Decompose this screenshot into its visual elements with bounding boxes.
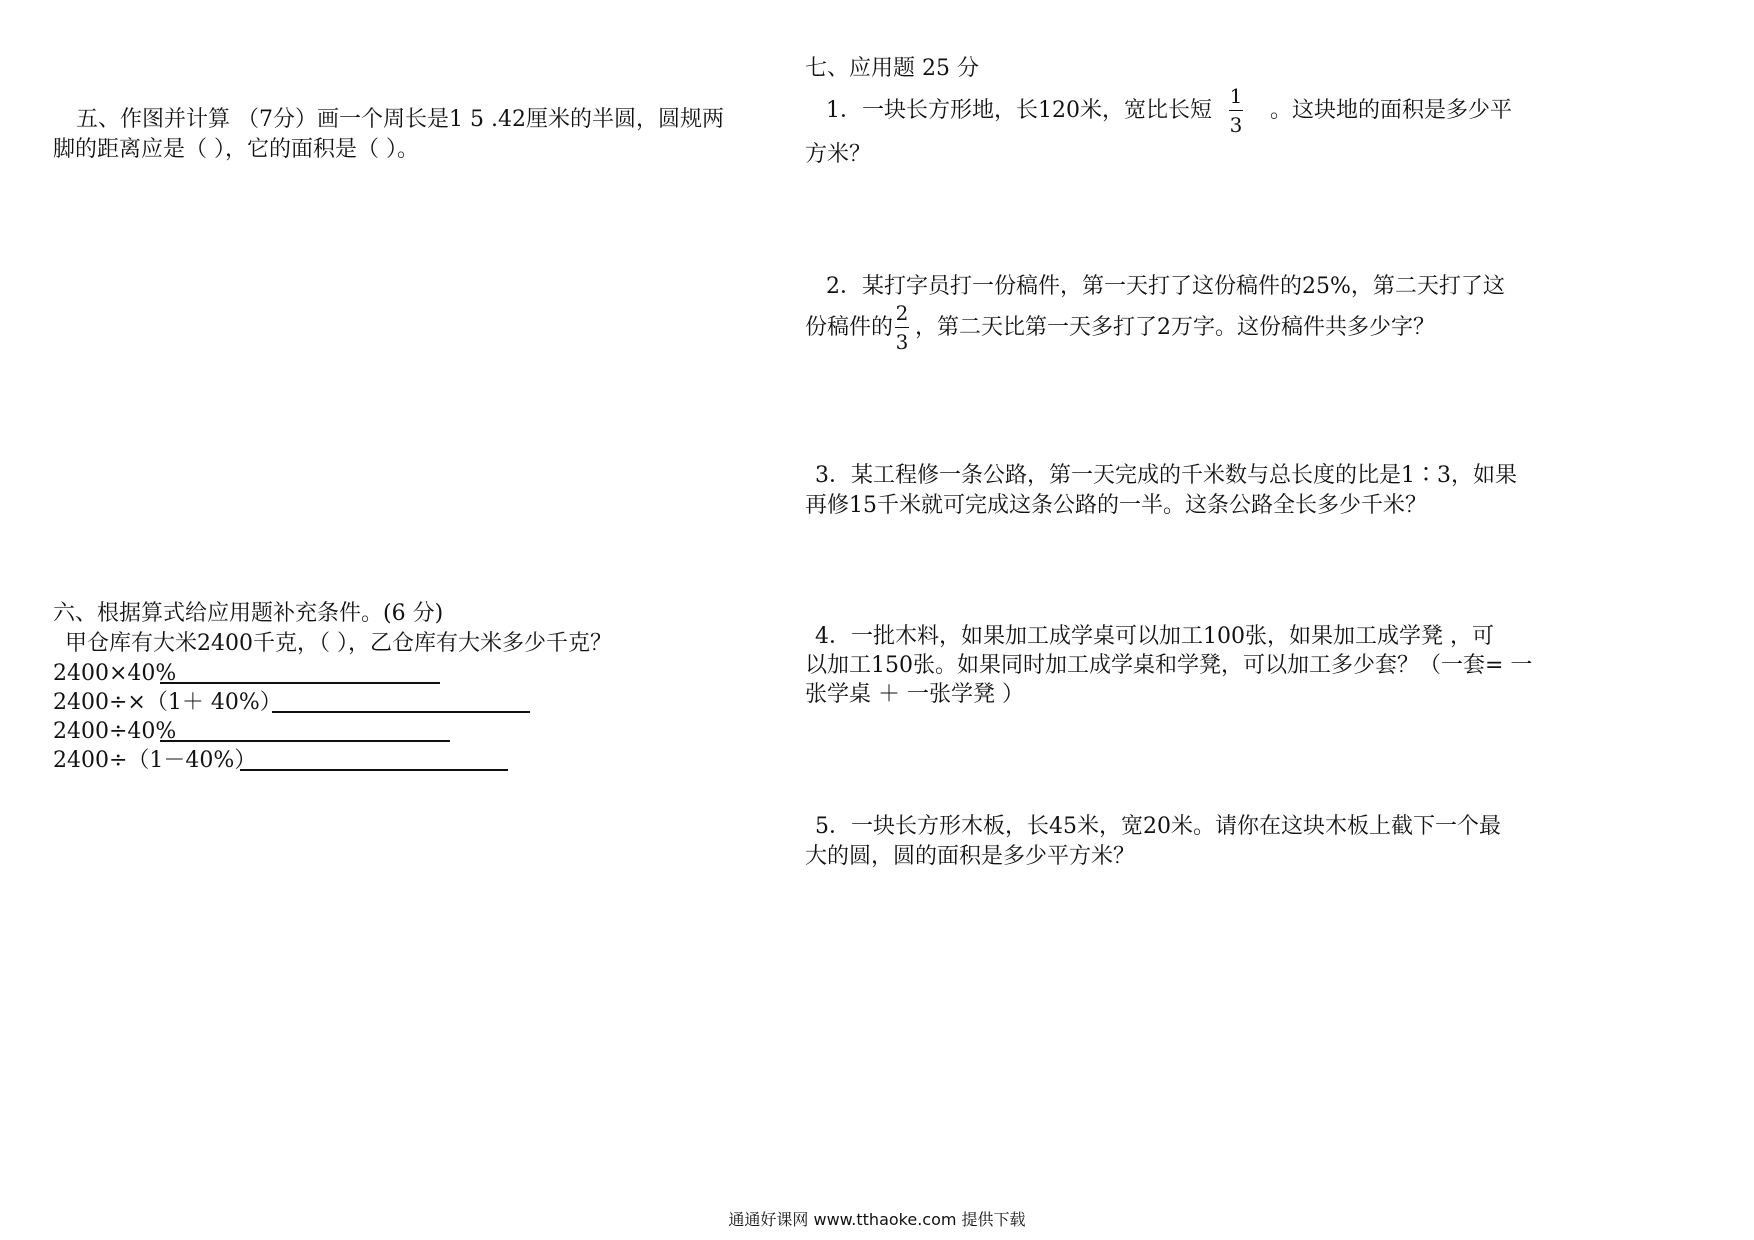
q1-line2: 方米？ [805, 142, 872, 167]
q2-fraction [895, 303, 909, 352]
q4-line3: 张学桌 ＋ 一张学凳 ） [805, 682, 1024, 707]
q3-line1: 3．某工程修一条公路，第一天完成的千米数与总长度的比是1∶3，如果 [815, 463, 1517, 488]
q1-fraction-bar [1229, 110, 1243, 111]
section7-title: 七、应用题 25 分 [805, 56, 979, 81]
section5-line1: 五、作图并计算 （7分）画一个周长是1 5 .42厘米的半圆，圆规两 [76, 107, 724, 132]
answer-line-2[interactable] [272, 711, 530, 713]
q1-fraction [1229, 86, 1243, 135]
q2-fraction-bar [895, 327, 909, 328]
q2-part1: 份稿件的 [805, 315, 894, 340]
q2-part2: ，第二天比第一天多打了2万字。这份稿件共多少字？ [915, 315, 1435, 340]
answer-line-4[interactable] [240, 769, 508, 771]
formula-1: 2400×40% [53, 661, 177, 686]
footer-credit: 通通好课网 www.tthaoke.com 提供下载 [728, 1210, 1026, 1229]
q2-fraction-denominator: 3 [895, 330, 909, 354]
answer-line-1[interactable] [160, 682, 440, 684]
q2-fraction-numerator: 2 [895, 301, 909, 325]
q5-line1: 5．一块长方形木板，长45米，宽20米。请你在这块木板上截下一个最 [815, 814, 1501, 839]
answer-line-3[interactable] [160, 740, 450, 742]
section6-stem: 甲仓库有大米2400千克，（ ），乙仓库有大米多少千克？ [65, 631, 612, 656]
formula-4: 2400÷（1－40%） [53, 748, 257, 773]
q3-line2: 再修15千米就可完成这条公路的一半。这条公路全长多少千米？ [805, 493, 1427, 518]
q2-line1: 2．某打字员打一份稿件，第一天打了这份稿件的25%，第二天打了这 [826, 274, 1505, 299]
section6-title: 六、根据算式给应用题补充条件。(6 分) [53, 601, 444, 626]
formula-3: 2400÷40% [53, 719, 177, 744]
q4-line2: 以加工150张。如果同时加工成学桌和学凳，可以加工多少套？（一套= 一 [805, 653, 1533, 678]
q1-fraction-denominator: 3 [1229, 113, 1243, 137]
q1-part2: 。这块地的面积是多少平 [1270, 98, 1513, 123]
section5-line2: 脚的距离应是（ ），它的面积是（ ）。 [53, 137, 419, 162]
formula-2: 2400÷×（1＋ 40%） [53, 690, 282, 715]
q1-part1: 1．一块长方形地，长120米，宽比长短 [826, 98, 1212, 123]
q4-line1: 4．一批木料，如果加工成学桌可以加工100张，如果加工成学凳 ，可 [815, 624, 1494, 649]
q1-fraction-numerator: 1 [1229, 84, 1243, 108]
q5-line2: 大的圆，圆的面积是多少平方米？ [805, 844, 1136, 869]
